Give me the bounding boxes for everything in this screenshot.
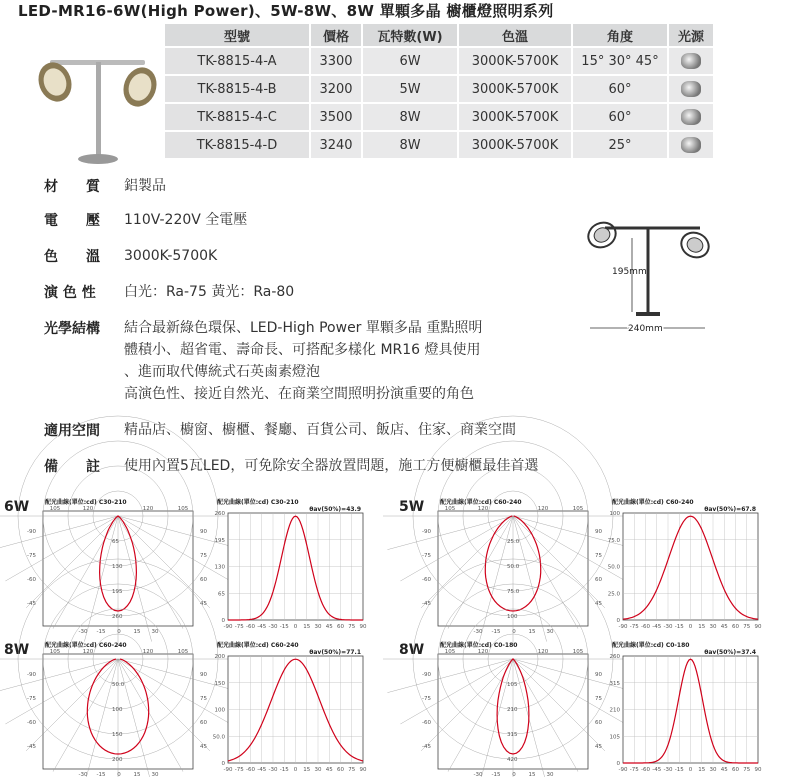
polar-bottom-label: 30 xyxy=(546,772,554,777)
linear-title: 配光曲線(單位:cd) C60-240 xyxy=(612,499,694,506)
polar-side-label: 75 xyxy=(200,553,207,559)
col-model: 型號 xyxy=(165,24,309,46)
polar-top-label: 105 xyxy=(177,506,189,512)
polar-side-label: -45 xyxy=(422,744,431,750)
light-distribution-chart xyxy=(422,497,785,635)
cell-model: TK-8815-4-A xyxy=(165,48,309,74)
polar-bottom-label: 30 xyxy=(151,772,159,777)
col-watt: 瓦特數(W) xyxy=(363,24,457,46)
polar-side-label: -90 xyxy=(422,529,431,535)
y-tick-label: 0 xyxy=(221,618,225,624)
polar-side-label: -60 xyxy=(27,577,36,583)
polar-side-label: 90 xyxy=(200,672,207,678)
cell-light-source xyxy=(669,132,713,158)
page-title: LED-MR16-6W(High Power)、5W-8W、8W 單顆多晶 櫥櫃燈照明系列 xyxy=(18,2,554,20)
x-tick-label: 60 xyxy=(732,624,739,630)
polar-bottom-label: -15 xyxy=(491,629,501,635)
spec-value: 、進而取代傳統式石英鹵素燈泡 xyxy=(124,364,320,380)
x-tick-label: 15 xyxy=(698,767,706,773)
cell-model: TK-8815-4-D xyxy=(165,132,309,158)
polar-side-label: -90 xyxy=(27,672,36,678)
x-tick-label: -90 xyxy=(618,624,628,630)
beam-angle-label: θav(50%)=37.4 xyxy=(704,649,756,656)
cell-price: 3500 xyxy=(311,104,361,130)
x-tick-label: -30 xyxy=(663,624,673,630)
col-color-temp: 色溫 xyxy=(459,24,571,46)
x-tick-label: 90 xyxy=(754,767,762,773)
x-tick-label: -60 xyxy=(246,767,255,773)
cell-model: TK-8815-4-B xyxy=(165,76,309,102)
linear-title: 配光曲線(單位:cd) C30-210 xyxy=(217,499,299,506)
polar-ring-label: 210 xyxy=(507,707,518,713)
polar-side-label: 75 xyxy=(200,696,207,702)
polar-bottom-label: -30 xyxy=(473,772,483,777)
cell-angle: 60° xyxy=(573,104,667,130)
polar-bottom-label: 0 xyxy=(512,772,516,777)
polar-side-label: -90 xyxy=(422,672,431,678)
led-bulb-icon xyxy=(681,53,701,69)
y-tick-label: 25.0 xyxy=(607,591,620,598)
x-tick-label: -75 xyxy=(629,624,639,630)
polar-side-label: 60 xyxy=(595,720,602,726)
x-tick-label: 30 xyxy=(314,624,322,630)
polar-ring-label: 150 xyxy=(112,732,123,738)
polar-bottom-label: 15 xyxy=(528,772,536,777)
x-tick-label: 45 xyxy=(720,624,728,630)
spec-value: 結合最新綠色環保、LED-High Power 單顆多晶 重點照明 xyxy=(124,320,483,336)
x-tick-label: -15 xyxy=(279,767,289,773)
x-tick-label: -45 xyxy=(652,624,662,630)
polar-top-label: 105 xyxy=(49,506,61,512)
led-bulb-icon xyxy=(681,137,701,153)
x-tick-label: 45 xyxy=(325,624,333,630)
cell-model: TK-8815-4-C xyxy=(165,104,309,130)
table-row xyxy=(165,132,713,158)
cell-angle: 25° xyxy=(573,132,667,158)
chart-watt-label: 5W xyxy=(399,499,425,515)
polar-side-label: -75 xyxy=(422,696,431,702)
polar-ring-label: 260 xyxy=(112,614,123,620)
cell-price: 3300 xyxy=(311,48,361,74)
x-tick-label: 30 xyxy=(314,767,322,773)
polar-top-label: 105 xyxy=(572,506,584,512)
y-tick-label: 75.0 xyxy=(607,537,620,544)
polar-side-label: -45 xyxy=(27,601,36,607)
polar-bottom-label: 0 xyxy=(512,629,516,635)
polar-title: 配光曲線(單位:cd) C30-210 xyxy=(45,499,127,506)
polar-bottom-label: 15 xyxy=(133,772,141,777)
polar-ring-label: 100 xyxy=(112,707,123,713)
polar-title: 配光曲線(單位:cd) C0-180 xyxy=(440,642,518,649)
spec-value: 體積小、超省電、壽命長、可搭配多樣化 MR16 燈具使用 xyxy=(124,342,481,358)
polar-side-label: 60 xyxy=(595,577,602,583)
light-distribution-chart xyxy=(422,640,785,777)
cell-color-temp: 3000K-5700K xyxy=(459,48,571,74)
polar-bottom-label: 30 xyxy=(151,629,159,635)
polar-side-label: -75 xyxy=(422,553,431,559)
polar-bottom-label: -30 xyxy=(78,629,88,635)
chart-watt-label: 8W xyxy=(399,642,425,658)
linear-title: 配光曲線(單位:cd) C0-180 xyxy=(612,642,690,649)
x-tick-label: -30 xyxy=(268,624,278,630)
x-tick-label: -30 xyxy=(663,767,673,773)
x-tick-label: 60 xyxy=(337,624,344,630)
x-tick-label: -60 xyxy=(246,624,255,630)
polar-bottom-label: -15 xyxy=(96,629,106,635)
cell-price: 3200 xyxy=(311,76,361,102)
col-light-source: 光源 xyxy=(669,24,713,46)
led-bulb-icon xyxy=(681,81,701,97)
polar-ring-label: 100 xyxy=(507,614,518,620)
polar-bottom-label: 15 xyxy=(133,629,141,635)
x-tick-label: 75 xyxy=(348,767,356,773)
x-tick-label: 90 xyxy=(359,624,367,630)
polar-ring-label: 130 xyxy=(112,564,123,570)
cell-watt: 6W xyxy=(363,48,457,74)
dimension-diagram xyxy=(580,200,730,340)
spec-value: 使用內置5瓦LED，可免除安全器放置問題，施工方便櫥櫃最佳首選 xyxy=(124,458,539,474)
polar-ring-label: 195 xyxy=(112,589,123,595)
polar-ring-label: 25.0 xyxy=(507,539,520,545)
x-tick-label: 30 xyxy=(709,624,717,630)
x-tick-label: -75 xyxy=(629,767,639,773)
x-tick-label: 0 xyxy=(293,624,298,630)
spec-value: 精品店、櫥窗、櫥櫃、餐廳、百貨公司、飯店、住家、商業空間 xyxy=(124,422,516,438)
cell-watt: 8W xyxy=(363,104,457,130)
polar-side-label: -60 xyxy=(27,720,36,726)
x-tick-label: -30 xyxy=(268,767,278,773)
x-tick-label: -45 xyxy=(257,767,267,773)
polar-side-label: 75 xyxy=(595,696,602,702)
polar-side-label: 75 xyxy=(595,553,602,559)
col-angle: 角度 xyxy=(573,24,667,46)
cell-light-source xyxy=(669,104,713,130)
x-tick-label: 75 xyxy=(743,624,751,630)
x-tick-label: 0 xyxy=(688,767,693,773)
x-tick-label: -75 xyxy=(234,767,244,773)
polar-side-label: 60 xyxy=(200,577,207,583)
x-tick-label: -90 xyxy=(223,624,233,630)
spec-value: 3000K-5700K xyxy=(124,248,218,264)
polar-top-label: 120 xyxy=(82,506,94,512)
x-tick-label: 15 xyxy=(698,624,706,630)
spec-value: 鋁製品 xyxy=(124,178,166,194)
cell-watt: 8W xyxy=(363,132,457,158)
y-tick-label: 130 xyxy=(214,564,225,571)
polar-side-label: -90 xyxy=(27,529,36,535)
x-tick-label: -75 xyxy=(234,624,244,630)
polar-title: 配光曲線(單位:cd) C60-240 xyxy=(45,642,127,649)
polar-top-label: 105 xyxy=(572,649,584,655)
y-tick-label: 195 xyxy=(214,537,225,544)
cell-color-temp: 3000K-5700K xyxy=(459,104,571,130)
x-tick-label: 90 xyxy=(359,767,367,773)
polar-top-label: 105 xyxy=(444,649,456,655)
polar-bottom-label: 15 xyxy=(528,629,536,635)
polar-side-label: 90 xyxy=(200,529,207,535)
y-tick-label: 260 xyxy=(609,654,620,660)
spec-value: 白光：Ra-75 黃光：Ra-80 xyxy=(124,284,295,300)
cell-angle: 60° xyxy=(573,76,667,102)
polar-top-label: 105 xyxy=(177,649,189,655)
polar-side-label: -60 xyxy=(422,720,431,726)
light-distribution-chart xyxy=(27,640,390,777)
spec-label: 光學結構 xyxy=(44,321,100,337)
product-table xyxy=(163,22,715,160)
polar-ring-label: 420 xyxy=(507,757,518,763)
polar-top-label: 120 xyxy=(537,506,549,512)
cell-light-source xyxy=(669,48,713,74)
y-tick-label: 150 xyxy=(214,680,225,687)
polar-side-label: -75 xyxy=(27,553,36,559)
table-row xyxy=(165,76,713,102)
table-row xyxy=(165,48,713,74)
polar-top-label: 105 xyxy=(444,506,456,512)
x-tick-label: -45 xyxy=(257,624,267,630)
x-tick-label: 30 xyxy=(709,767,717,773)
x-tick-label: -15 xyxy=(674,624,684,630)
y-tick-label: 200 xyxy=(214,654,225,660)
polar-side-label: 45 xyxy=(595,601,602,607)
polar-bottom-label: -15 xyxy=(96,772,106,777)
cell-angle: 15° 30° 45° xyxy=(573,48,667,74)
x-tick-label: -60 xyxy=(641,767,650,773)
spec-label: 材 質 xyxy=(44,179,100,195)
x-tick-label: 0 xyxy=(293,767,298,773)
table-row xyxy=(165,104,713,130)
x-tick-label: 45 xyxy=(325,767,333,773)
polar-ring-label: 50.0 xyxy=(507,564,520,570)
polar-ring-label: 50.0 xyxy=(112,682,125,688)
y-tick-label: 0 xyxy=(616,761,620,767)
polar-bottom-label: 30 xyxy=(546,629,554,635)
beam-angle-label: θav(50%)=43.9 xyxy=(309,506,361,513)
polar-title: 配光曲線(單位:cd) C60-240 xyxy=(440,499,522,506)
linear-title: 配光曲線(單位:cd) C60-240 xyxy=(217,642,299,649)
y-tick-label: 315 xyxy=(609,680,620,687)
x-tick-label: -15 xyxy=(279,624,289,630)
polar-side-label: 45 xyxy=(595,744,602,750)
polar-top-label: 120 xyxy=(142,649,154,655)
cell-color-temp: 3000K-5700K xyxy=(459,132,571,158)
x-tick-label: 60 xyxy=(732,767,739,773)
col-price: 價格 xyxy=(311,24,361,46)
cell-price: 3240 xyxy=(311,132,361,158)
polar-top-label: 105 xyxy=(49,649,61,655)
spec-label: 色 溫 xyxy=(44,249,100,265)
lamp-photo xyxy=(30,22,160,172)
spec-value: 110V-220V 全電壓 xyxy=(124,212,248,228)
x-tick-label: -45 xyxy=(652,767,662,773)
polar-top-label: 120 xyxy=(477,649,489,655)
polar-top-label: 120 xyxy=(537,649,549,655)
light-distribution-chart xyxy=(27,497,390,635)
y-tick-label: 260 xyxy=(214,511,225,517)
spec-label: 演 色 性 xyxy=(44,285,96,301)
x-tick-label: -60 xyxy=(641,624,650,630)
height-dimension: 195mm xyxy=(612,267,647,277)
spec-label: 電 壓 xyxy=(44,213,100,229)
x-tick-label: 0 xyxy=(688,624,693,630)
polar-ring-label: 200 xyxy=(112,757,123,763)
y-tick-label: 50.0 xyxy=(212,734,225,741)
polar-ring-label: 315 xyxy=(507,732,518,738)
x-tick-label: -15 xyxy=(674,767,684,773)
polar-side-label: -60 xyxy=(422,577,431,583)
y-tick-label: 210 xyxy=(609,707,620,714)
y-tick-label: 65 xyxy=(218,591,225,598)
cell-watt: 5W xyxy=(363,76,457,102)
chart-watt-label: 6W xyxy=(4,499,30,515)
x-tick-label: 45 xyxy=(720,767,728,773)
polar-ring-label: 105 xyxy=(507,682,518,688)
y-tick-label: 100 xyxy=(609,511,620,517)
spec-label: 適用空間 xyxy=(44,423,100,439)
x-tick-label: 15 xyxy=(303,767,311,773)
polar-ring-label: 65 xyxy=(112,539,119,545)
polar-top-label: 120 xyxy=(82,649,94,655)
polar-bottom-label: 0 xyxy=(117,629,121,635)
x-tick-label: 75 xyxy=(348,624,356,630)
polar-top-label: 120 xyxy=(142,506,154,512)
x-tick-label: -90 xyxy=(223,767,233,773)
polar-side-label: 90 xyxy=(595,529,602,535)
polar-top-label: 120 xyxy=(477,506,489,512)
y-tick-label: 100 xyxy=(214,707,225,714)
x-tick-label: 90 xyxy=(754,624,762,630)
polar-side-label: 45 xyxy=(200,601,207,607)
polar-bottom-label: -30 xyxy=(78,772,88,777)
y-tick-label: 0 xyxy=(616,618,620,624)
x-tick-label: 75 xyxy=(743,767,751,773)
x-tick-label: -90 xyxy=(618,767,628,773)
polar-ring-label: 75.0 xyxy=(507,589,520,595)
cell-color-temp: 3000K-5700K xyxy=(459,76,571,102)
chart-watt-label: 8W xyxy=(4,642,30,658)
beam-angle-label: θav(50%)=67.8 xyxy=(704,506,756,513)
led-bulb-icon xyxy=(681,109,701,125)
width-dimension: 240mm xyxy=(628,324,663,334)
polar-side-label: -75 xyxy=(27,696,36,702)
spec-label: 備 註 xyxy=(44,459,100,475)
polar-side-label: 45 xyxy=(200,744,207,750)
polar-bottom-label: -30 xyxy=(473,629,483,635)
x-tick-label: 60 xyxy=(337,767,344,773)
y-tick-label: 50.0 xyxy=(607,564,620,571)
polar-side-label: 90 xyxy=(595,672,602,678)
polar-side-label: -45 xyxy=(27,744,36,750)
y-tick-label: 105 xyxy=(609,734,620,741)
x-tick-label: 15 xyxy=(303,624,311,630)
y-tick-label: 0 xyxy=(221,761,225,767)
beam-angle-label: θav(50%)=77.1 xyxy=(309,649,361,656)
polar-bottom-label: 0 xyxy=(117,772,121,777)
cell-light-source xyxy=(669,76,713,102)
polar-side-label: -45 xyxy=(422,601,431,607)
spec-value: 高演色性、接近自然光、在商業空間照明扮演重要的角色 xyxy=(124,386,474,402)
polar-bottom-label: -15 xyxy=(491,772,501,777)
polar-side-label: 60 xyxy=(200,720,207,726)
